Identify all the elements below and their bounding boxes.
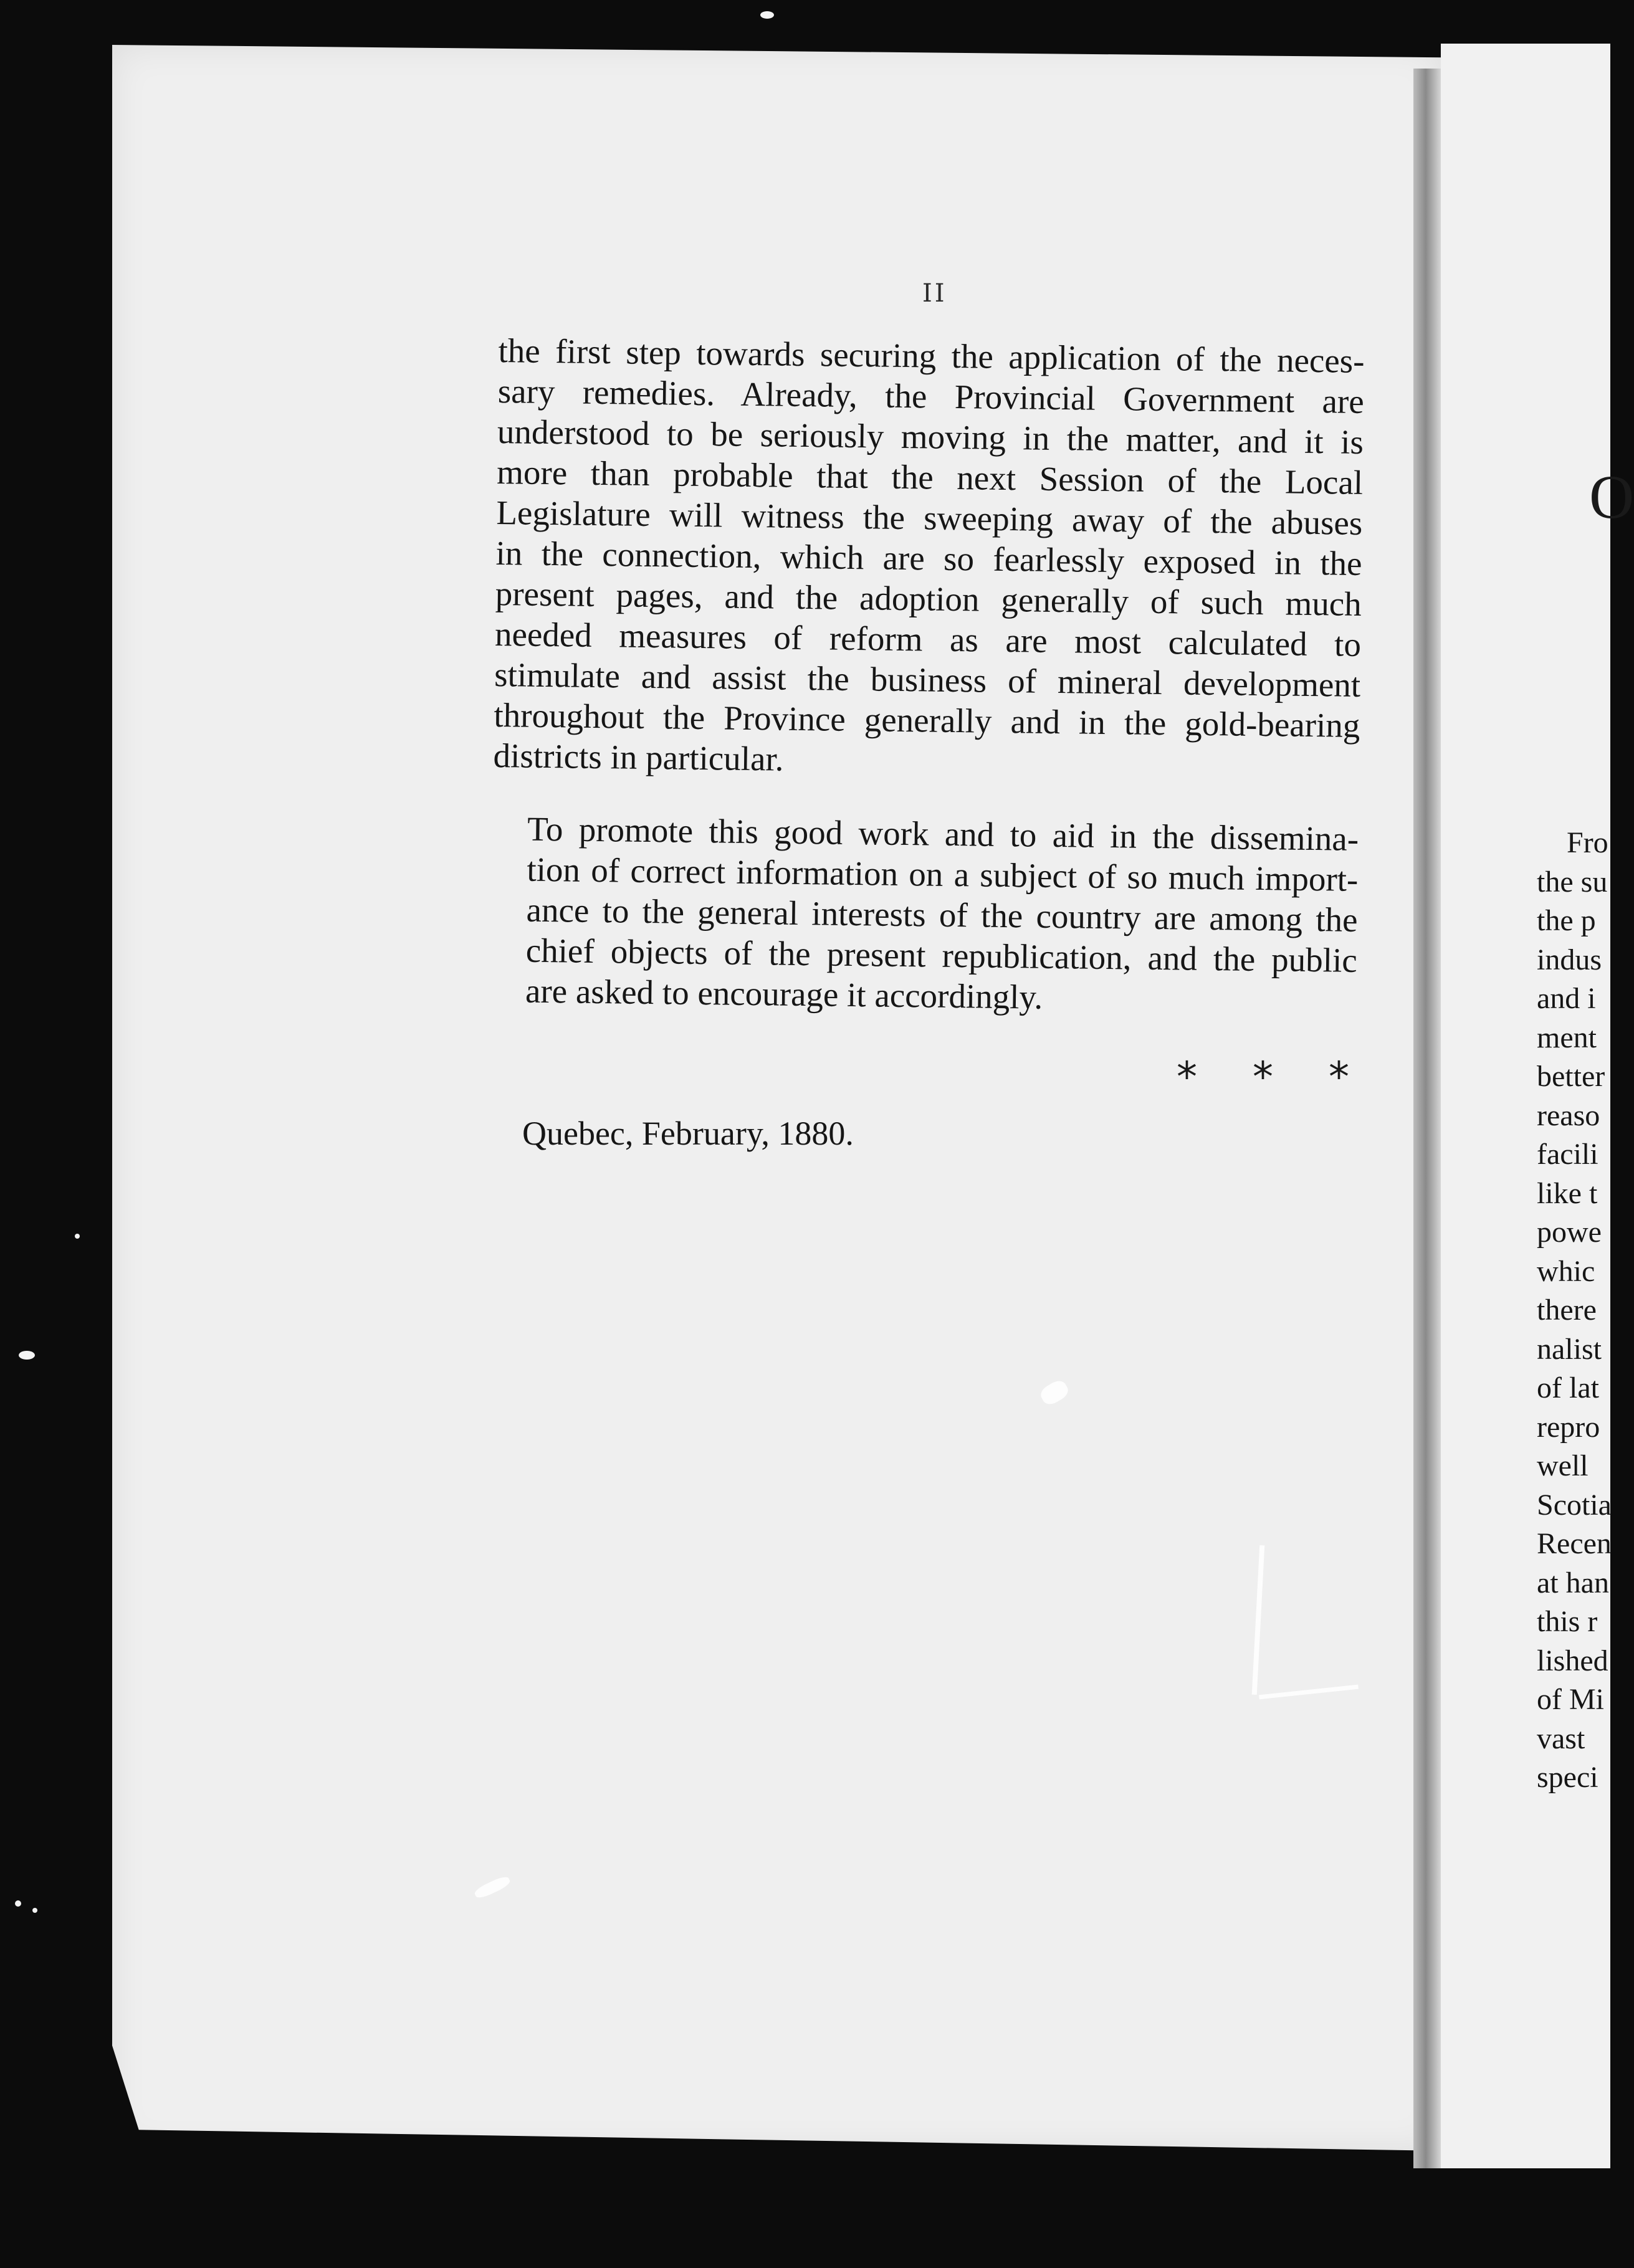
right-page-line-fragment: Scotia [1537, 1488, 1612, 1522]
text-line: districts in particular. [493, 736, 784, 778]
right-page-line-fragment: of lat [1537, 1371, 1599, 1404]
right-page-heading-fragment: O [1589, 462, 1634, 531]
right-page-line-fragment: the su [1537, 865, 1608, 898]
right-page-line-fragment: whic [1537, 1254, 1595, 1288]
right-page-line-fragment: at han [1537, 1566, 1609, 1599]
paragraph-2 [490, 808, 1359, 1021]
book-gutter [1413, 69, 1441, 2168]
text-line: understood to be seriously moving in the matter, and it is [497, 412, 1364, 461]
text-line: To promote this good work and to aid in the dissemina- [527, 809, 1359, 858]
text-line: stimulate and assist the business of mineral development [494, 655, 1361, 704]
text-line: more than probable that the next Session of the Local [496, 452, 1364, 502]
scan-speck [15, 1900, 21, 1907]
text-line: chief objects of the present republication, and the public [525, 931, 1358, 979]
text-line: sary remedies. Already, the Provincial Government are [497, 371, 1365, 421]
right-page-line-fragment: and i [1537, 982, 1596, 1015]
scan-speck [760, 11, 774, 19]
right-page-line-fragment: well [1537, 1449, 1589, 1482]
right-page-line-fragment: this r [1537, 1605, 1598, 1638]
right-page-line-fragment: reaso [1537, 1098, 1600, 1132]
text-line: throughout the Province generally and in the gold-bearing [494, 695, 1360, 745]
right-page-line-fragment: better [1537, 1060, 1605, 1093]
right-page-line-fragment: like t [1537, 1176, 1598, 1210]
right-page-line-fragment: Recen [1537, 1527, 1612, 1560]
right-page-line-fragment: Fro [1567, 826, 1608, 859]
page-number: II [922, 279, 947, 308]
right-page-text-fragments [1537, 824, 1612, 1798]
right-page-line-fragment: ment [1537, 1021, 1597, 1054]
right-page-line-fragment: of Mi [1537, 1683, 1604, 1716]
text-line: in the connection, which are so fearlessly exposed in the [495, 533, 1362, 583]
section-asterisks: * * * [1177, 1053, 1370, 1101]
right-page-line-fragment: there [1537, 1294, 1597, 1327]
right-page-line-fragment: repro [1537, 1410, 1600, 1444]
text-line: ance to the general interests of the country are among the [526, 890, 1358, 939]
text-line: the first step towards securing the application of the neces- [498, 331, 1365, 380]
text-line: present pages, and the adoption generally of such much [495, 574, 1362, 623]
paragraph-1 [493, 330, 1365, 786]
right-page-line-fragment: powe [1537, 1216, 1602, 1249]
right-page-line-fragment: the p [1537, 904, 1596, 937]
dateline: Quebec, February, 1880. [522, 1115, 854, 1152]
right-page-line-fragment: nalist [1537, 1332, 1602, 1366]
right-page-line-fragment: vast [1537, 1722, 1585, 1755]
right-page-line-fragment: indus [1537, 943, 1602, 976]
scan-speck [75, 1234, 80, 1239]
text-line: Legislature will witness the sweeping away of the abuses [496, 493, 1363, 542]
text-line: needed measures of reform as are most calculated to [494, 614, 1362, 664]
right-page-line-fragment: speci [1537, 1761, 1598, 1794]
right-page-line-fragment: facili [1537, 1138, 1598, 1171]
text-line: tion of correct information on a subject of so much import- [527, 850, 1359, 898]
scan-speck [32, 1908, 37, 1913]
text-line: are asked to encourage it accordingly. [525, 971, 1043, 1016]
scan-speck [19, 1351, 35, 1360]
right-page-line-fragment: lished [1537, 1644, 1608, 1677]
body-text [490, 330, 1365, 1021]
